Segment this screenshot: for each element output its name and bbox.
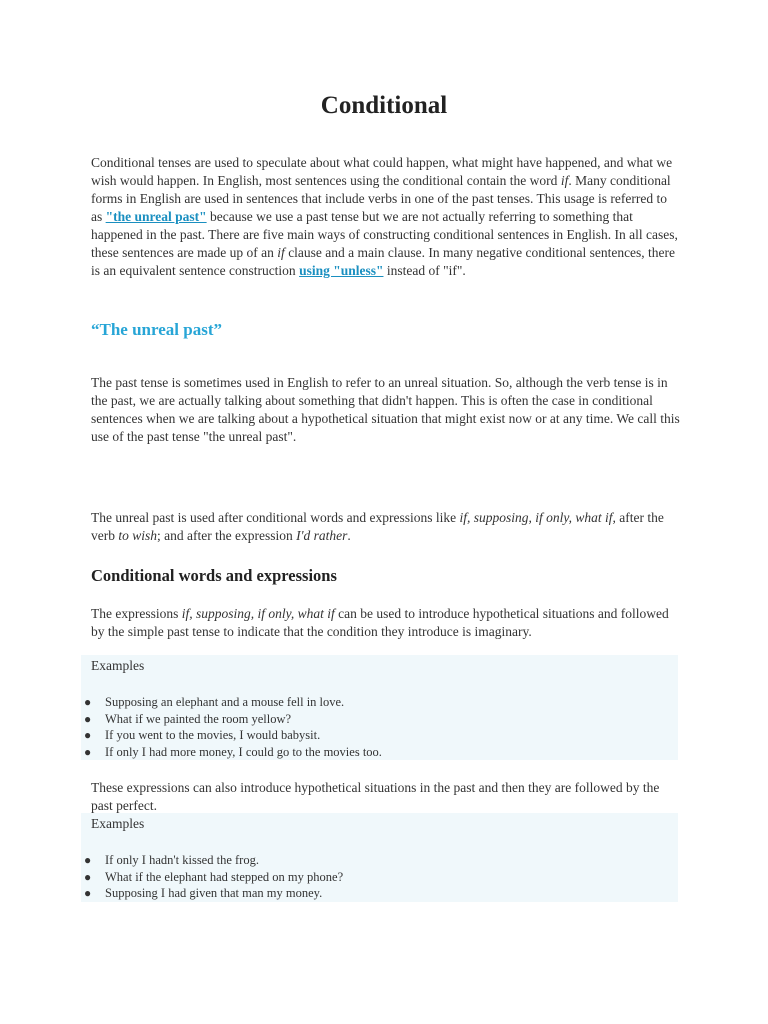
list-item <box>0 869 660 886</box>
list-item-text: If only I had more money, I could go to the movies too. <box>105 744 382 759</box>
intro-text-3: because we use a past tense but we are not actually referring to something that happened in the past. There are five main ways of constructing conditional sentences in English. In all cases, these sentences are made up of an <box>91 209 678 260</box>
unreal-past-link[interactable]: "the unreal past" <box>105 209 207 224</box>
list-item-text: Supposing an elephant and a mouse fell in love. <box>105 695 345 709</box>
intro-italic-if: if <box>560 173 569 188</box>
intro-text-4: clause and a main clause. In many negative conditional sentences, there is an equivalent sentence construction <box>91 245 676 278</box>
expr-text-1: The expressions <box>91 606 182 621</box>
intro-text-1: Conditional tenses are used to speculate about what could happen, what might have happened, and what we wish would happen. In English, most sentences using the conditional contain the word <box>91 155 673 188</box>
examples-label: Examples <box>91 816 145 831</box>
intro-italic-if-2: if <box>277 245 285 260</box>
list-item-text: If you went to the movies, I would babysit. <box>105 728 321 742</box>
bullet-icon: ● <box>84 853 92 867</box>
list-item <box>0 885 660 902</box>
expr-text-2: can be used to introduce hypothetical situations and followed by the simple past tense to indicate that the condition they introduce is imaginary. <box>91 606 669 639</box>
bullet-icon: ● <box>84 886 92 900</box>
list-item <box>0 711 660 728</box>
intro-paragraph <box>91 154 681 280</box>
examples-list-2 <box>0 852 660 902</box>
list-item-text: Supposing I had given that man my money. <box>105 886 323 900</box>
past-perfect-paragraph: These expressions can also introduce hypothetical situations in the past and then they are followed by the past perfect. <box>91 780 660 813</box>
usage-italic-1: if, supposing, if only, what if, <box>459 510 616 525</box>
expr-italic-1: if, supposing, if only, what if <box>181 606 335 621</box>
usage-italic-3: I'd rather <box>296 528 348 543</box>
examples-box-2 <box>81 813 678 902</box>
usage-italic-2: to wish <box>118 528 158 543</box>
list-item <box>0 727 660 744</box>
unreal-past-paragraph: The past tense is sometimes used in English to refer to an unreal situation. So, although the verb tense is in the past, we are actually talking about something that didn't happen. This is often the case in conditional sentences when we are talking about a hypothetical situation that might exist now or at any time. We call this use of the past tense "the unreal past". <box>91 375 680 444</box>
examples-box-1 <box>81 655 678 760</box>
list-item-text: If only I hadn't kissed the frog. <box>105 853 259 867</box>
using-unless-link[interactable]: using "unless" <box>299 263 384 278</box>
list-item-text: What if the elephant had stepped on my phone? <box>105 869 344 884</box>
bullet-icon: ● <box>84 728 92 742</box>
list-item <box>0 852 660 869</box>
examples-label: Examples <box>91 658 145 673</box>
bullet-icon: ● <box>84 744 92 759</box>
page-title: Conditional <box>320 92 448 119</box>
bullet-icon: ● <box>84 869 92 884</box>
expressions-paragraph <box>91 605 681 641</box>
unreal-past-heading: “The unreal past” <box>91 320 222 339</box>
examples-list-1 <box>0 694 660 760</box>
list-item-text: What if we painted the room yellow? <box>105 711 292 726</box>
bullet-icon: ● <box>84 711 92 726</box>
list-item <box>0 744 660 761</box>
intro-text-5: instead of "if". <box>383 263 466 278</box>
usage-text-4: . <box>347 528 351 543</box>
usage-text-1: The unreal past is used after conditional words and expressions like <box>91 510 460 525</box>
list-item <box>0 694 660 711</box>
conditional-words-heading: Conditional words and expressions <box>91 566 337 585</box>
usage-text-3: ; and after the expression <box>157 528 297 543</box>
bullet-icon: ● <box>84 695 92 709</box>
intro-text-2: . Many conditional forms in English are used in sentences that include verbs in one of the past tenses. This usage is referred to as <box>91 173 671 224</box>
usage-paragraph <box>91 509 681 545</box>
usage-text-2: after the verb <box>91 510 664 543</box>
